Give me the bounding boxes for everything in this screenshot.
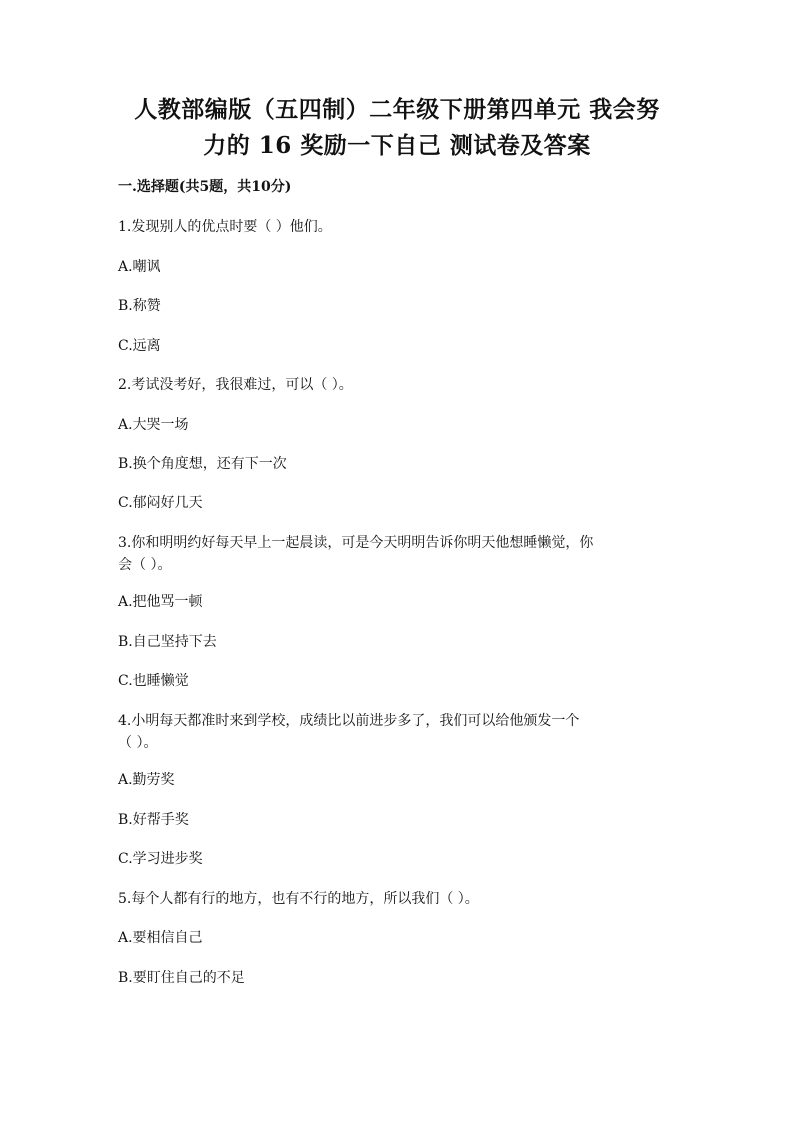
title-line-1: 人教部编版（五四制）二年级下册第四单元 我会努	[134, 96, 660, 123]
question-3-stem	[118, 532, 678, 576]
question-1-stem: 1.发现别人的优点时要（ ）他们。	[118, 219, 332, 235]
question-2-option-b: B.换个角度想，还有下一次	[118, 456, 287, 472]
section-heading-multiple-choice: 一.选择题(共5题，共10分)	[118, 179, 292, 195]
document-title	[110, 92, 684, 164]
question-4-stem-line-1: 4.小明每天都准时来到学校，成绩比以前进步多了，我们可以给他颁发一个	[118, 713, 580, 729]
question-3-option-a: A.把他骂一顿	[118, 594, 203, 610]
question-3-option-c: C.也睡懒觉	[118, 673, 189, 689]
title-line-2: 力的 16 奖励一下自己 测试卷及答案	[203, 132, 591, 159]
question-5-option-b: B.要盯住自己的不足	[118, 970, 245, 986]
question-3-stem-line-2: 会（ ）。	[118, 557, 172, 573]
question-4-option-a: A.勤劳奖	[118, 772, 175, 788]
question-4-option-b: B.好帮手奖	[118, 812, 189, 828]
question-4-stem	[118, 710, 678, 754]
question-2-option-c: C.郁闷好几天	[118, 495, 203, 511]
question-4-option-c: C.学习进步奖	[118, 851, 203, 867]
question-2-stem: 2.考试没考好，我很难过，可以（ ）。	[118, 377, 353, 393]
question-4-stem-line-2: （ ）。	[118, 735, 158, 751]
question-1-option-c: C.远离	[118, 338, 161, 354]
question-5-stem: 5.每个人都有行的地方，也有不行的地方，所以我们（ ）。	[118, 891, 479, 907]
question-1-option-a: A.嘲讽	[118, 259, 161, 275]
question-5-option-a: A.要相信自己	[118, 930, 203, 946]
question-3-stem-line-1: 3.你和明明约好每天早上一起晨读，可是今天明明告诉你明天他想睡懒觉，你	[118, 535, 594, 551]
question-1-option-b: B.称赞	[118, 298, 161, 314]
question-2-option-a: A.大哭一场	[118, 417, 189, 433]
question-3-option-b: B.自己坚持下去	[118, 634, 217, 650]
